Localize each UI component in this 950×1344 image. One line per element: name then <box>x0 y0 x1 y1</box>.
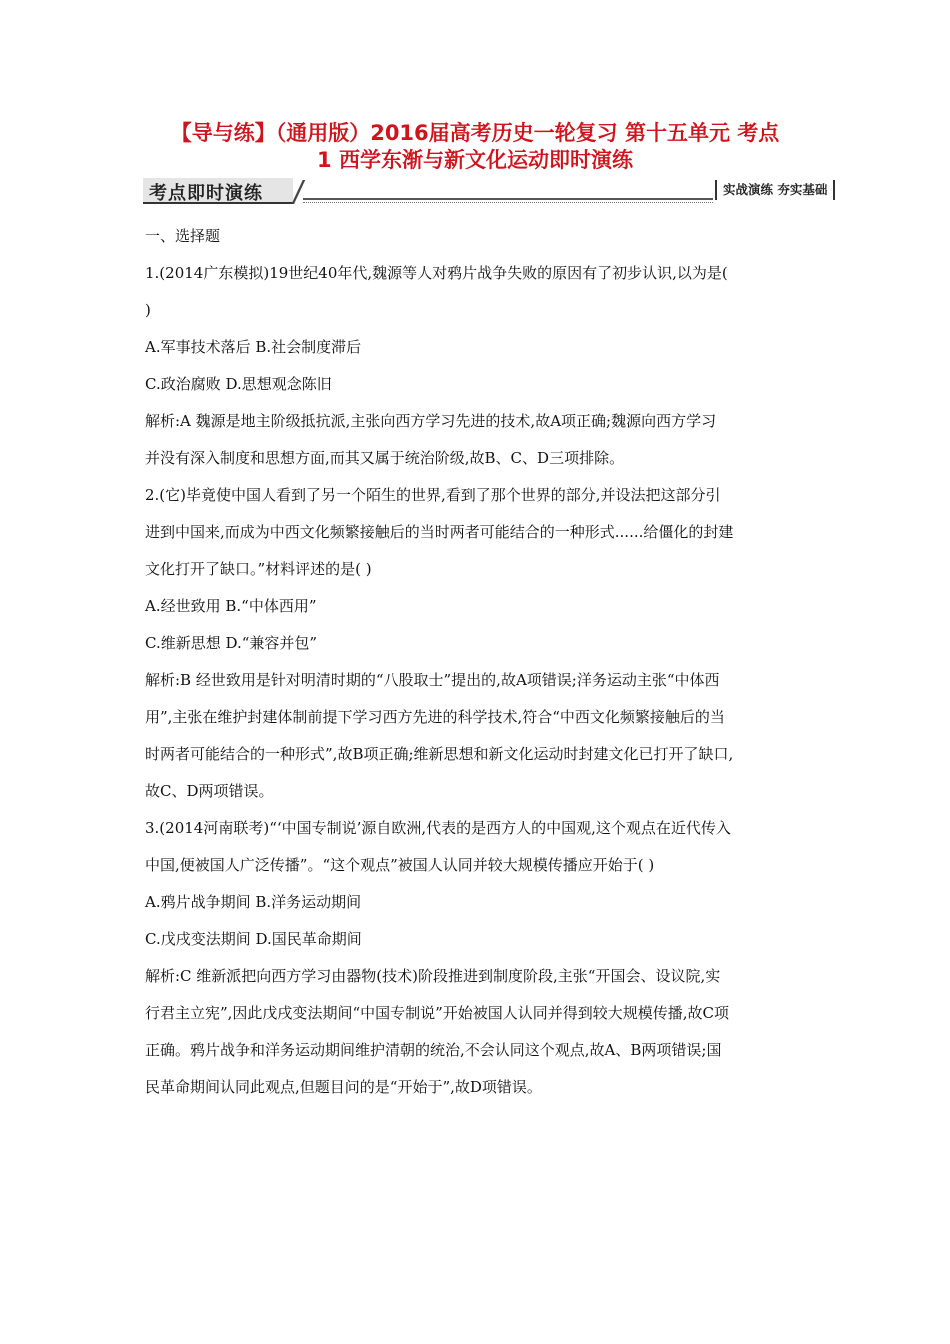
question-2 <box>145 481 810 814</box>
document-title-line-2: 1 西学东渐与新文化运动即时演练 <box>317 148 633 172</box>
question-text-line: ) <box>145 301 151 319</box>
question-3 <box>145 814 810 1110</box>
question-1 <box>145 259 810 481</box>
explanation-line: 并没有深入制度和思想方面,而其又属于统治阶级,故B、C、D三项排除。 <box>145 449 625 467</box>
banner-left-label: 考点即时演练 <box>149 183 263 204</box>
explanation-line: 用”,主张在维护封建体制前提下学习西方先进的科学技术,符合“中西文化频繁接触后的当 <box>145 708 725 726</box>
section-banner <box>143 178 845 204</box>
question-options-line: A.经世致用 B.“中体西用” <box>145 597 317 615</box>
explanation-line: 故C、D两项错误。 <box>145 782 274 800</box>
question-text-line: 进到中国来,而成为中西文化频繁接触后的当时两者可能结合的一种形式......给僵化的封建 <box>145 523 734 541</box>
question-text-line: 2.(它)毕竟使中国人看到了另一个陌生的世界,看到了那个世界的部分,并设法把这部分引 <box>145 486 721 504</box>
explanation-line: 解析:C 维新派把向西方学习由器物(技术)阶段推进到制度阶段,主张“开国会、设议院,实 <box>145 967 721 985</box>
document-title <box>120 120 830 174</box>
explanation-line: 正确。鸦片战争和洋务运动期间维护清朝的统治,不会认同这个观点,故A、B两项错误;国 <box>145 1041 722 1059</box>
question-text-line: 中国,便被国人广泛传播”。“这个观点”被国人认同并较大规模传播应开始于( ) <box>145 856 655 874</box>
banner-right-label: 实战演练 夯实基础 <box>715 180 835 200</box>
question-text-line: 1.(2014广东模拟)19世纪40年代,魏源等人对鸦片战争失败的原因有了初步认识,以为是( <box>145 264 728 282</box>
banner-slash-decoration <box>291 180 305 204</box>
explanation-line: 时两者可能结合的一种形式”,故B项正确;维新思想和新文化运动时封建文化已打开了缺口, <box>145 745 734 763</box>
document-title-line-1: 【导与练】（通用版）2016届高考历史一轮复习 第十五单元 考点 <box>170 121 780 145</box>
explanation-line: 解析:A 魏源是地主阶级抵抗派,主张向西方学习先进的技术,故A项正确;魏源向西方学习 <box>145 412 717 430</box>
explanation-line: 解析:B 经世致用是针对明清时期的“八股取士”提出的,故A项错误;洋务运动主张“中体西 <box>145 671 720 689</box>
question-text-line: 文化打开了缺口。”材料评述的是( ) <box>145 560 372 578</box>
section-heading: 一、选择题 <box>145 227 221 245</box>
question-options-line: A.鸦片战争期间 B.洋务运动期间 <box>145 893 362 911</box>
question-text-line: 3.(2014河南联考)“‘中国专制说’源自欧洲,代表的是西方人的中国观,这个观点在近代传入 <box>145 819 731 837</box>
banner-dotted-line <box>303 202 713 203</box>
banner-divider-line <box>303 198 713 200</box>
question-options-line: C.维新思想 D.“兼容并包” <box>145 634 318 652</box>
question-options-line: C.政治腐败 D.思想观念陈旧 <box>145 375 332 393</box>
document-body <box>145 222 810 1110</box>
explanation-line: 行君主立宪”,因此戊戌变法期间“中国专制说”开始被国人认同并得到较大规模传播,故C项 <box>145 1004 730 1022</box>
question-options-line: C.戊戌变法期间 D.国民革命期间 <box>145 930 362 948</box>
explanation-line: 民革命期间认同此观点,但题目问的是“开始于”,故D项错误。 <box>145 1078 542 1096</box>
banner-tab <box>143 178 293 204</box>
question-options-line: A.军事技术落后 B.社会制度滞后 <box>145 338 362 356</box>
